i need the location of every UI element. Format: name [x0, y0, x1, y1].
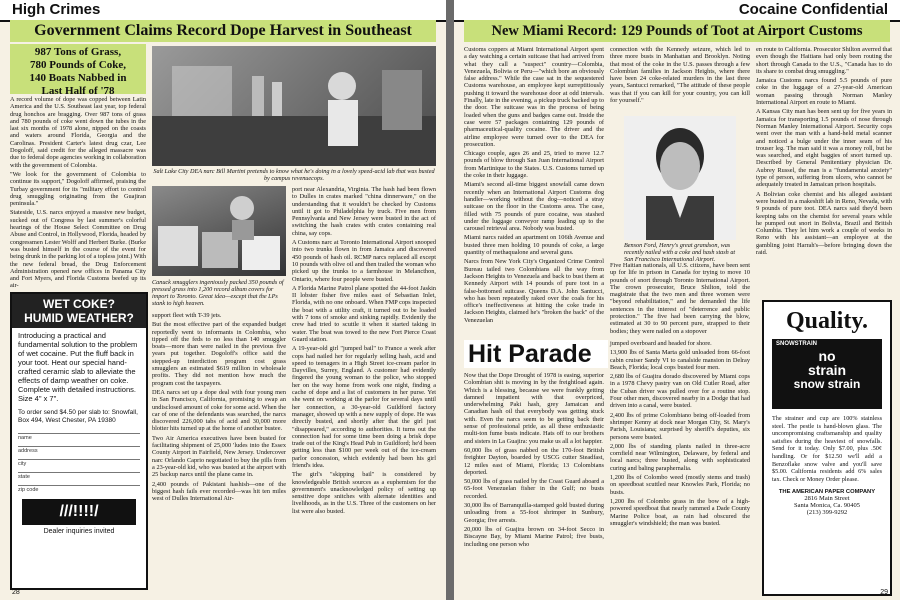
ad-wet-coke	[10, 292, 148, 590]
form-zip: zip code	[18, 485, 140, 493]
article-column-2: support fleet with T-39 jets. But the most effective part of the expanded budget reportedly went to informants in Colombia, who tipped off the feds to no less than 140 smuggler boats—more than were nailed in the previous five years put together. Dogoloff's office said the stepped-up interdiction program cost grass smugglers an estimated $619 million in wholesale profits. They did not mention how much the program cost the taxpayers. DEA narcs set up a dope deal with four young men in San Francisco, California, promising to swap an undisclosed amount of coke for some acid. When the car of one of the defendants was searched, the narcs discovered 226,000 tabs of acid and 30,000 more blotter hits turned up at the home of another bustee. Two Air America executives have been busted for facilitating shipment of 25,000 'ludes into the Essex County Airport in Fairfield, New Jersey. Undercover narc Orlando Caprio negotiated to buy the pills from a 23-year-old kid, who was busted at the airport with 25 backup narcs until the plane came in. 2,400 pounds of Pakistani hashish—one of the biggest hash fails ever recorded—was hit ten miles west of Dulles International Air-	[152, 312, 286, 503]
photo-caption-2: Canuck smugglers ingeniously packed 350 pounds of pressed grass into 1,200 record album covers for import to Toronto. Great idea—except that the LPs stank to high heaven.	[152, 279, 284, 307]
ad-title: Quality.	[785, 308, 869, 334]
ad-quality	[762, 300, 892, 596]
company-address-2: Santa Monica, Ca. 90405	[794, 502, 860, 510]
ad-body: The strainer and cup are 100% stainless steel. The pestle is hand-blown glass. The uncompromising craftsmanship and quality satisfies during the heaviest of snowfalls. Send for it today. Only $7.00, plus .50¢ handling. Or for $12.50 we'll add a Benzoflake snow valve and you'll save $5.00. California residents add 6% sales tax. Check or Money Order please.	[772, 415, 882, 483]
form-state: state	[18, 472, 140, 480]
article-column-3: port near Alexandria, Virginia. The hash had been flown to Dulles in crates marked "china dinnerware," on the understanding that it wouldn't be checked by Customs until it got to Philadelphia by truck. Five men from Pennsylvania and New Jersey were busted in the act of switching the hash crates with crates containing real china, say cops. A Customs narc at Toronto International Airport snooped into two trunks flown in from Jamaica and discovered 450 pounds of hash oil. RCMP narcs replaced all except 10 pounds with olive oil and then trailed the woman who picked up the trunks to a farmhouse in Melancthon, Ontario, where four people were busted. A Florida Marine Patrol plane spotted the 44-foot Jaskin II lobster fisher five miles east of Sebastian Inlet, Florida, with no one onboard. When FMP cops inspected the boat with a utility craft, it turned out to be loaded with 7 tons of smoke and sinking rapidly. Evidently the crew had tried to scuttle it when it started taking in water. The boat was towed to the new Fort Pierce Coast Guard station. A 19-year-old girl "jumped bail" to France a week after cops had nailed her for regularly selling hash, acid and speed to teenagers in a High Street ice-cream parlor in Dayvilles, Surrey, England. A customer had evidently fingered the young woman to the police, who stopped her on the way home from work one night, finding a cache of dope and a list of customers in her purse. Yet she went on working at the parlor for several days until her connection, a 30-year-old Guildford factory manager, showed up with a new supply of dope. He was directly busted, and shortly after that the girl just "disappeared," according to authorities. It turns out the connection had for some time been doing a brisk dope trade out of the King's Head Pub in Guildford; he'd been getting less than $100 per week out of the ice-cream parlor concession, which evidently had been his girl friend's idea. The girl's "skipping bail" is considered by knowledgeable British sources as a euphemism for the government's unacknowledged policy of setting up sensitive dope snitches with alternate identities and livelihoods, as in the U.S. Three of the customers on her list were also busted.	[292, 186, 436, 515]
company-phone: (213) 399-9292	[806, 509, 848, 517]
article-column-2b: Five Haitian nationals, all U.S. citizens, have been sent up for life in prison in Canada for trying to move 10 pounds of snort through Toronto International Airport. The crown prosecutor, Bruce Shilton, told the magistrate that the two men and three women were "beyond rehabilitation," and he demanded the life sentences in the interest of "deterrence and public protection." The five had been carrying the blow, estimated at 30 to 90 percent pure, strapped to their bodies; they were nailed on a stopover	[610, 262, 750, 335]
headline: Government Claims Record Dope Harvest in Southeast	[10, 20, 436, 42]
ad-body: Introducing a practical and fundamental solution to the problem of wet cocaine. Put the fluff back in your toot. Heat our special hand-crafted ceramic slab to alleviate the effects of damp weather on coke. Complete with detailed instructions. Size 4" x 7".	[18, 331, 138, 403]
headline: New Miami Record: 129 Pounds of Toot at Airport Customs	[464, 20, 890, 42]
section-title: High Crimes	[0, 0, 446, 22]
article-column-1: A record volume of dope was copped between Latin America and the U.S. Southeast last year, top federal drug honchos are bragging. Over 987 tons of grass and 780 pounds of coke went down the tubes in the last six months of 1978 alone, nipped on the coasts and waters around Florida, Georgia and the Carolinas. President Carter's latest drug czar, Lee Dogoloff, said credit for the alleged massacre was due to federal dope agencies working in collaboration with the government of Colombia. "We look for the government of Colombia to continue its support," Dogoloff affirmed, praising the Turbay government for its "military effort to control drug smuggling originating from the Guajiran peninsula." Stateside, U.S. narcs enjoyed a massive new budget, sucked out of Congress by last summer's colorful hearings of the House Select Committee on Drug Abuse and Control, in Hollywood, Florida, headed by congressmen Lester Wolff and Herbert Burke. (Burke was busted himself in the course of the event for being drunk in the parking lot of a topless joint.) With the new federal bread, the Drug Enforcement Administration opened new offices in Panama City and Fort Myers, and Florida Customs beefed up its air-	[10, 96, 146, 290]
subhead: 987 Tons of Grass, 780 Pounds of Coke, 140 Boats Nabbed in Last Half of '78	[10, 44, 146, 94]
right-page	[454, 0, 900, 600]
photo-drug-lab	[152, 46, 436, 166]
photo-benson-ford	[624, 116, 736, 240]
hit-parade-column-2: jumped overboard and headed for shore. 13,900 lbs of Santa Marta gold unloaded from 66-foot cabin cruiser Sandy VI to canalside mansion in Delray Beach, Florida; local cops busted four men. 2,680 lbs of Guajira dorado discovered by Miami cops in a 1978 Chevy pastry van on Old Cutler Road, after the Cuban driver was pulled over for a routine stop. Four other men, discovered nearby in a Dodge that had driven into a canal, were busted. 2,400 lbs of prime Colombiano being off-loaded from shrimper Kenny at dock near Morgan City, St. Mary's Parish, Louisiana; surprised by sheriff's deputies, six persons were busted. 2,000 lbs of standing plants nailed in three-acre cornfield near Wilmington, Delaware, by federal and local narcs; three busted, along with sophisticated curing and baling paraphernalia. 1,200 lbs of Colombo weed (mostly stems and trash) on speedboat scuttled near Knowles Park, Florida; no busts. 1,200 lbs of Colombo grass in the bow of a high-powered speedboat that nearly rammed a Dade County Marine Police boat, as rain had obscured the smuggler's windshield; the man was busted.	[610, 340, 750, 527]
article-column-3: en route to California. Prosecutor Shilton averred that even though the Haitians had only been routing the short through Canada to the U.S., "Canada has to do its share to combat drug smuggling." Jamaica Customs narcs found 5.5 pounds of pure coke in the luggage of a 27-year-old American woman passing through Norman Manley International Airport en route to Miami. A Kansas City man has been sent up for five years in Jamaica for transporting 1.5 pounds of nose through Norman Manley International Airport. Security cops went over the man with a hand-held metal scanner and noticed a bulge under the inner seam of his trouser leg. The man said it was a money roll, but he was searched, and eight baggies of snort turned up. Described by General Penitentiary physician Dr. Aubrey Russel, the man is a "fundamental anxiety" type of person, suffering from ulcers, who cannot be adequately treated in Jamaican prison hospitals. A Bolivian coke chemist and his alleged assistant were busted in a makeshift lab in Reno, Nevada, with 9 pounds of pure toot. DEA narcs said they'd been keeping tabs on the chemist for several years while he pumped out snort in Bolivia, Brazil and British Columbia. They let him work a couple of weeks in Reno with his assistant—an employee at the gambling joint Harrah's—before bringing down the raid.	[756, 46, 892, 257]
article-column-2: connection with the Kennedy seizure, which led to three more busts in Manhattan and Brooklyn. Noting that most of the coke in the U.S. passes through a few Colombian families in Jackson Heights, where there have been 24 coke-related murders in the last three years, Santucci remarked, "The attitude of these people was that if you can kill for your country, you can kill for yourself."	[610, 46, 750, 105]
form-address: address	[18, 446, 140, 454]
company-address-1: 2816 Main Street	[804, 495, 850, 503]
snowstrain-package: SNOWSTRAIN no strain snow strain	[772, 339, 882, 409]
form-city: city	[18, 459, 140, 467]
page-number: 28	[12, 589, 20, 596]
left-page	[0, 0, 446, 600]
company-name: THE AMERICAN PAPER COMPANY	[778, 489, 876, 496]
ad-order: To order send $4.50 per slab to: Snowfall, Box 494, West Chester, PA 19380	[18, 409, 138, 424]
hit-parade-column-1: Now that the Dope Drought of 1978 is easing, superior Colombian shit is moving in by the freightload again. Which is a blessing, because we were frankly getting damned impatient with that overpriced, underwhelming Paki hash, grey Jamaican and Canadian hash oil that everybody was getting stuck with. Even the narcs seem to be getting back their sense of professional pride, as all these enthusiastic multi-ton fume busts indicate. Hats off to our brothers and sisters in La Guajira: you make us all a lot happier. 60,000 lbs of grass nabbed on the 170-foot British freighter Dayton, boarded by USCG cutter Steadfast, 12 miles east of Miami, Florida; 13 Colombians deported. 50,000 lbs of grass nailed by the Coast Guard aboard a 65-foot Venezuelan fisher in the Gulf; no busts recorded. 30,000 lbs of Barranquilla-stamped gold busted during unloading from a 55-foot shrimper in Sunbury, Georgia; five arrests. 20,000 lbs of Guajira brown on 34-foot Secco in Biscayne Bay, by Miami Marine Patrol; five busts, including one person who	[464, 372, 604, 548]
article-column-1: Customs coppers at Miami International Airport spent a day watching a certain suitcase that had arrived from what they call a "suspect" country—Colombia, Venezuela, Bolivia or Peru—"which bore an obviously false address." While the case sat in the sequestered Customs warehouse, an employee kept surreptitiously pushing it toward the warehouse door at odd intervals. Finally, late in the evening, a pickup truck backed up to the door. The suitcase was in the process of being loaded when the guns and badges came out. Inside the case were 57 packages containing 129 pounds of pharmaceutical-quality cocaine. The driver and the airline employee were turned over to the DEA for prosecution. Chicago couple, ages 26 and 25, tried to move 12.7 pounds of blow through San Juan International Airport from Martinique to the States. U.S. Customs turned up the coke in their luggage. Miami's second all-time biggest snowfall came down recently when an International Airport Customs dog handler—working without the dog—noticed a stray suitcase on the floor in the Customs area. The case, filled with 75 pounds of pure cocaine, was stashed under the luggage conveyor ramp leading up to the carousel retrieval area. Nobody was busted. Miami narcs raided an apartment on 106th Avenue and busted three men holding 10 pounds of coke, a large quantity of methaqualone and several guns. Narcs from New York City's Organized Crime Control Bureau tailed two Colombians all the way from Jackson Heights to Venezuela and back to bust them at Kennedy Airport with 14 pounds of pure toot in a false-bottomed suitcase. Queens D.A. John Santucci, who has been repeatedly raked over the coals for his office's ineffectiveness at hitting the coke trade in Jackson Heights, claimed he's "broken the back" of the Venezuelan	[464, 46, 604, 324]
section-title: Cocaine Confidential	[454, 0, 900, 22]
hit-parade-title: Hit Parade	[464, 340, 608, 368]
snowfall-logo: ///!!!!/	[22, 499, 136, 525]
photo-record-albums	[152, 186, 286, 276]
ad-title: WET COKE? HUMID WEATHER?	[12, 294, 146, 328]
form-name: name	[18, 433, 140, 441]
photo-caption: Benson Ford, Henry's great grandson, was recently nailed with a coke and hash stash at San Francisco International Airport.	[624, 242, 736, 263]
photo-caption: Salt Lake City DEA narc Bill Martini pretends to know what he's doing in a lovely speed-acid lab that was busted by campus revenuecops.	[153, 168, 435, 182]
dealer-note: Dealer inquiries invited	[43, 528, 115, 535]
page-number: 29	[880, 589, 888, 596]
